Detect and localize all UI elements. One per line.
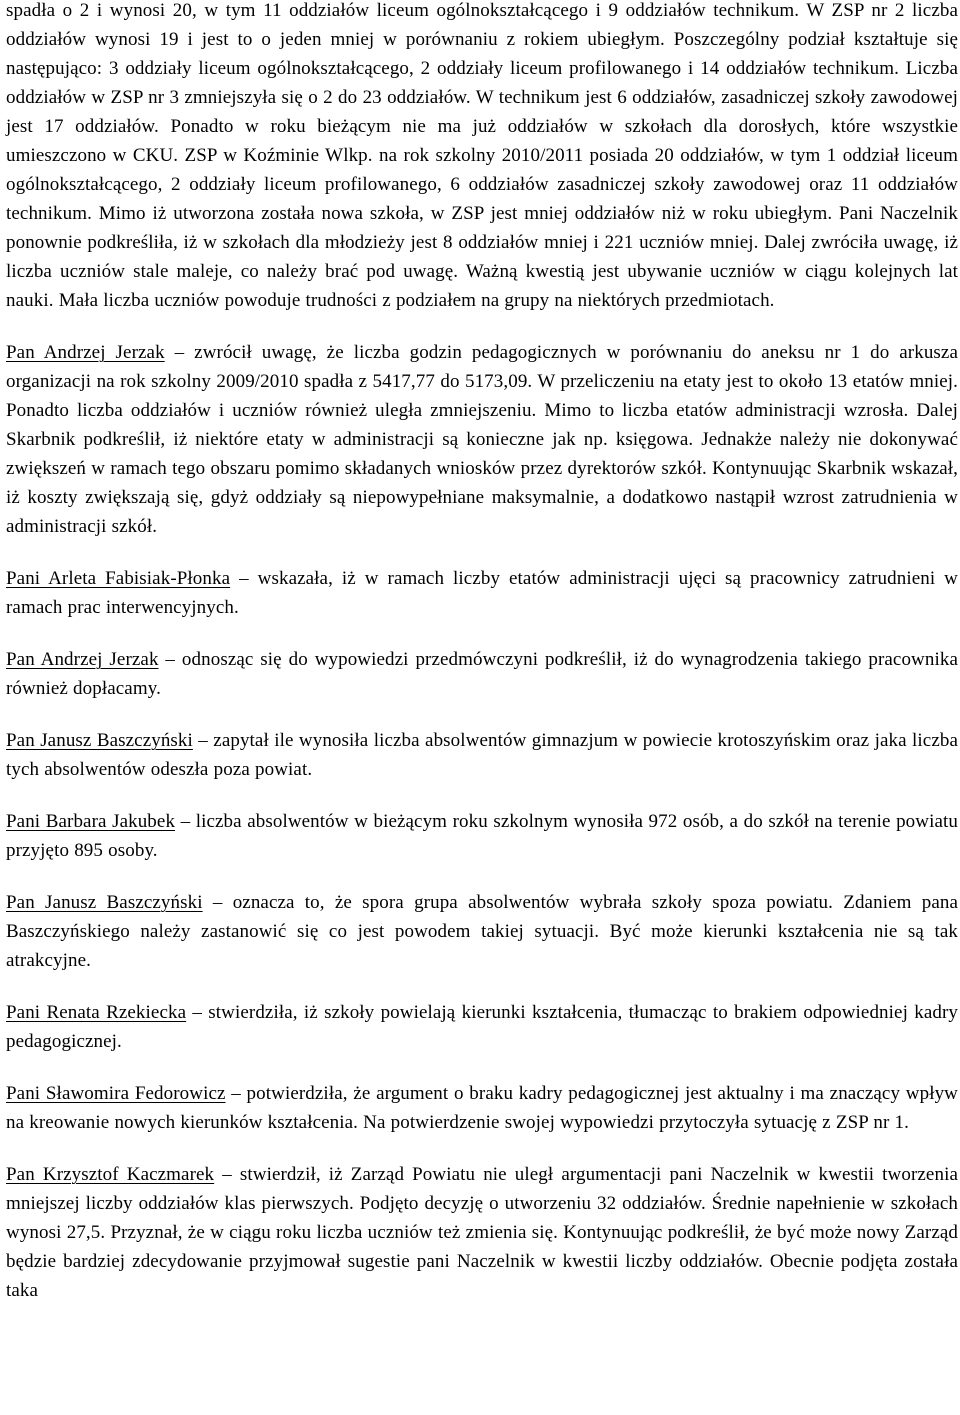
statement-paragraph (6, 1079, 958, 1137)
statement-text: – zapytał ile wynosiła liczba absolwentów gimnazjum w powiecie krotoszyńskim oraz jaka liczba tych absolwentów odeszła poza powiat. (6, 730, 958, 780)
speaker-name: Pan Andrzej Jerzak (6, 649, 159, 670)
statement-paragraph (6, 338, 958, 541)
statement-paragraph (6, 888, 958, 975)
speaker-name: Pani Renata Rzekiecka (6, 1002, 187, 1023)
speaker-name: Pani Sławomira Fedorowicz (6, 1083, 226, 1104)
statement-text: – liczba absolwentów w bieżącym roku szkolnym wynosiła 972 osób, a do szkół na terenie powiatu przyjęto 895 osoby. (6, 811, 958, 861)
speaker-name: Pan Janusz Baszczyński (6, 892, 203, 913)
statement-text: – stwierdził, iż Zarząd Powiatu nie uległ argumentacji pani Naczelnik w kwestii tworzenia mniejszej liczby oddziałów klas pierwszych. Podjęto decyzję o utworzeniu 32 oddziałów. Średnie napełnienie w szkołach wynosi 27,5. Przyznał, że w ciągu roku liczba uczniów też zmienia się. Kontynuując podkreślił, że być może nowy Zarząd będzie bardziej zdecydowanie przyjmował sugestie pani Naczelnik w kwestii liczby oddziałów. Obecnie podjęta została taka (6, 1164, 958, 1301)
intro-paragraph (6, 0, 958, 315)
statement-paragraph (6, 645, 958, 703)
speaker-name: Pani Barbara Jakubek (6, 811, 176, 832)
speaker-name: Pan Janusz Baszczyński (6, 730, 193, 751)
speaker-name: Pani Arleta Fabisiak-Płonka (6, 568, 231, 589)
statement-paragraph (6, 1160, 958, 1305)
statement-text: – odnosząc się do wypowiedzi przedmówczyni podkreślił, iż do wynagrodzenia takiego pracownika również dopłacamy. (6, 649, 958, 699)
intro-text: spadła o 2 i wynosi 20, w tym 11 oddziałów liceum ogólnokształcącego i 9 oddziałów technikum. W ZSP nr 2 liczba oddziałów wynosi 19 i jest to o jeden mniej w porównaniu z rokiem ubiegłym. Poszczególny podział kształtuje się następująco: 3 oddziały liceum ogólnokształcącego, 2 oddziały liceum profilowanego i 14 oddziałów technikum. Liczba oddziałów w ZSP nr 3 zmniejszyła się o 2 do 23 oddziałów. W technikum jest 6 oddziałów, zasadniczej szkoły zawodowej jest 17 oddziałów. Ponadto w roku bieżącym nie ma już oddziałów w szkołach dla dorosłych, które wszystkie umieszczono w CKU. ZSP w Koźminie Wlkp. na rok szkolny 2010/2011 posiada 20 oddziałów, w tym 1 oddział liceum ogólnokształcącego, 2 oddziały liceum profilowanego, 6 oddziałów zasadniczej szkoły zawodowej oraz 11 oddziałów technikum. Mimo iż utworzona została nowa szkoła, w ZSP jest mniej oddziałów niż w roku ubiegłym. Pani Naczelnik ponownie podkreśliła, iż w szkołach dla młodzieży jest 8 oddziałów mniej i 221 uczniów mniej. Dalej zwróciła uwagę, iż liczba uczniów stale maleje, co należy brać pod uwagę. Ważną kwestią jest ubywanie uczniów w ciągu kolejnych lat nauki. Mała liczba uczniów powoduje trudności z podziałem na grupy na niektórych przedmiotach. (6, 0, 958, 311)
statement-paragraph (6, 726, 958, 784)
statement-paragraph (6, 998, 958, 1056)
document-page (6, 0, 958, 1305)
statement-text: – stwierdziła, iż szkoły powielają kierunki kształcenia, tłumacząc to brakiem odpowiedniej kadry pedagogicznej. (6, 1002, 958, 1052)
speaker-name: Pan Andrzej Jerzak (6, 342, 165, 363)
statement-text: – oznacza to, że spora grupa absolwentów wybrała szkoły spoza powiatu. Zdaniem pana Baszczyńskiego należy zastanowić się co jest powodem takiej sytuacji. Być może kierunki kształcenia nie są tak atrakcyjne. (6, 892, 958, 971)
statement-text: – zwrócił uwagę, że liczba godzin pedagogicznych w porównaniu do aneksu nr 1 do arkusza organizacji na rok szkolny 2009/2010 spadła z 5417,77 do 5173,09. W przeliczeniu na etaty jest to około 13 etatów mniej. Ponadto liczba oddziałów i uczniów również uległa zmniejszeniu. Mimo to liczba etatów administracji wzrosła. Dalej Skarbnik podkreślił, iż niektóre etaty w administracji są konieczne jak np. księgowa. Jednakże należy nie dokonywać zwiększeń w ramach tego obszaru pomimo składanych wniosków przez dyrektorów szkół. Kontynuując Skarbnik wskazał, iż koszty zwiększają się, gdyż oddziały są niepowypełniane maksymalnie, a dodatkowo nastąpił wzrost zatrudnienia w administracji szkół. (6, 342, 958, 537)
statement-paragraph (6, 564, 958, 622)
statement-paragraph (6, 807, 958, 865)
statement-text: – potwierdziła, że argument o braku kadry pedagogicznej jest aktualny i ma znaczący wpływ na kreowanie nowych kierunków kształcenia. Na potwierdzenie swojej wypowiedzi przytoczyła sytuację z ZSP nr 1. (6, 1083, 958, 1133)
speaker-name: Pan Krzysztof Kaczmarek (6, 1164, 215, 1185)
statement-text: – wskazała, iż w ramach liczby etatów administracji ujęci są pracownicy zatrudnieni w ramach prac interwencyjnych. (6, 568, 958, 618)
